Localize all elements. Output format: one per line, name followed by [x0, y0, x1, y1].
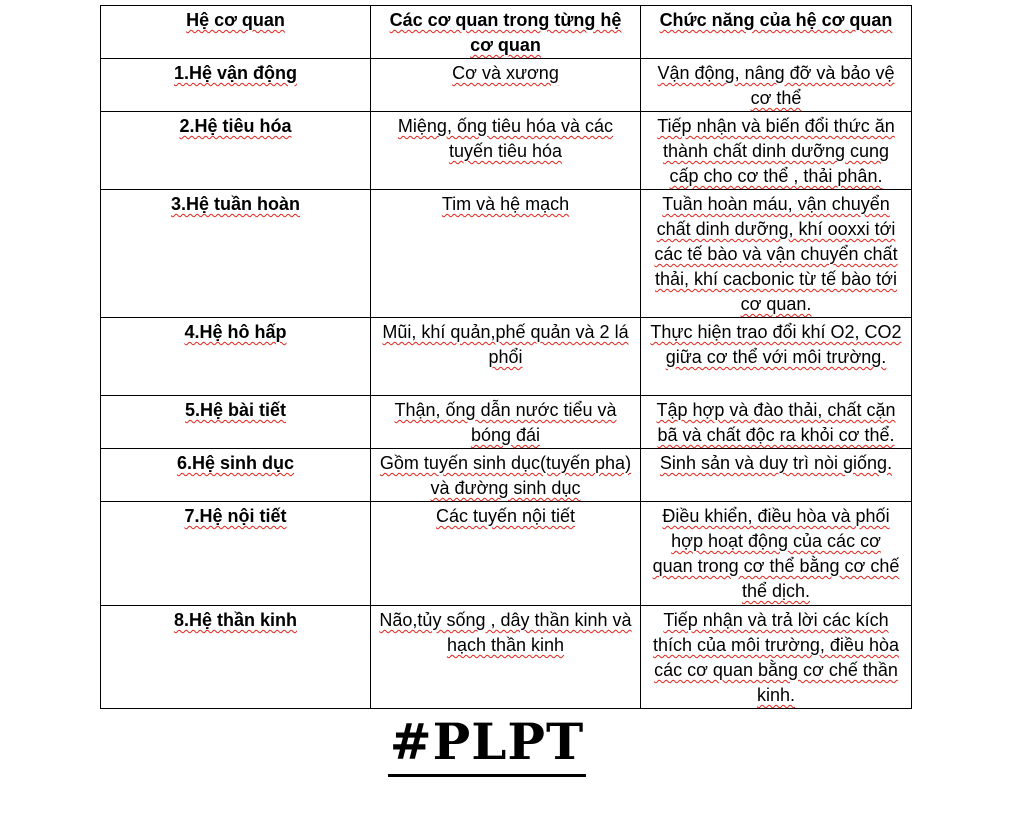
cell-organs: Các tuyến nội tiết [371, 502, 641, 606]
table-row [101, 112, 912, 190]
organ-systems-table [100, 5, 912, 709]
cell-function: Tuần hoàn máu, vận chuyển chất dinh dưỡng, khí ooxxi tới các tế bào và vận chuyển chất thải, khí cacbonic từ tế bào tới cơ quan. [641, 190, 912, 318]
cell-organs: Thận, ống dẫn nước tiểu và bóng đái [371, 396, 641, 449]
header-row [101, 6, 912, 59]
cell-system: 2.Hệ tiêu hóa [101, 112, 371, 190]
cell-organs: Não,tủy sống , dây thần kinh và hạch thần kinh [371, 606, 641, 709]
cell-function: Tiếp nhận và trả lời các kích thích của môi trường, điều hòa các cơ quan bằng cơ chế thần kinh. [641, 606, 912, 709]
table-row [101, 396, 912, 449]
cell-system: 8.Hệ thần kinh [101, 606, 371, 709]
cell-system: 7.Hệ nội tiết [101, 502, 371, 606]
cell-function: Điều khiển, điều hòa và phối hợp hoạt động của các cơ quan trong cơ thể bằng cơ chế thể dịch. [641, 502, 912, 606]
table-row [101, 502, 912, 606]
table-row [101, 190, 912, 318]
cell-system: 4.Hệ hô hấp [101, 318, 371, 396]
table-row [101, 318, 912, 396]
table-row [101, 59, 912, 112]
cell-system: 6.Hệ sinh dục [101, 449, 371, 502]
header-organs: Các cơ quan trong từng hệ cơ quan [371, 6, 641, 59]
cell-function: Tiếp nhận và biến đổi thức ăn thành chất dinh dưỡng cung cấp cho cơ thể , thải phân. [641, 112, 912, 190]
cell-function: Vận động, nâng đỡ và bảo vệ cơ thể [641, 59, 912, 112]
cell-function: Thực hiện trao đổi khí O2, CO2 giữa cơ thể với môi trường. [641, 318, 912, 396]
cell-function: Sinh sản và duy trì nòi giống. [641, 449, 912, 502]
cell-system: 5.Hệ bài tiết [101, 396, 371, 449]
plpt-watermark [0, 712, 974, 777]
table-row [101, 606, 912, 709]
cell-system: 1.Hệ vận động [101, 59, 371, 112]
cell-organs: Gồm tuyến sinh dục(tuyến pha) và đường sinh dục [371, 449, 641, 502]
header-function: Chức năng của hệ cơ quan [641, 6, 912, 59]
cell-function: Tập hợp và đào thải, chất cặn bã và chất độc ra khỏi cơ thể. [641, 396, 912, 449]
header-system: Hệ cơ quan [101, 6, 371, 59]
cell-organs: Tim và hệ mạch [371, 190, 641, 318]
cell-organs: Miệng, ống tiêu hóa và các tuyến tiêu hóa [371, 112, 641, 190]
cell-organs: Cơ và xương [371, 59, 641, 112]
cell-system: 3.Hệ tuần hoàn [101, 190, 371, 318]
table-row [101, 449, 912, 502]
watermark-text: #PLPT [388, 712, 586, 777]
cell-organs: Mũi, khí quản,phế quản và 2 lá phổi [371, 318, 641, 396]
